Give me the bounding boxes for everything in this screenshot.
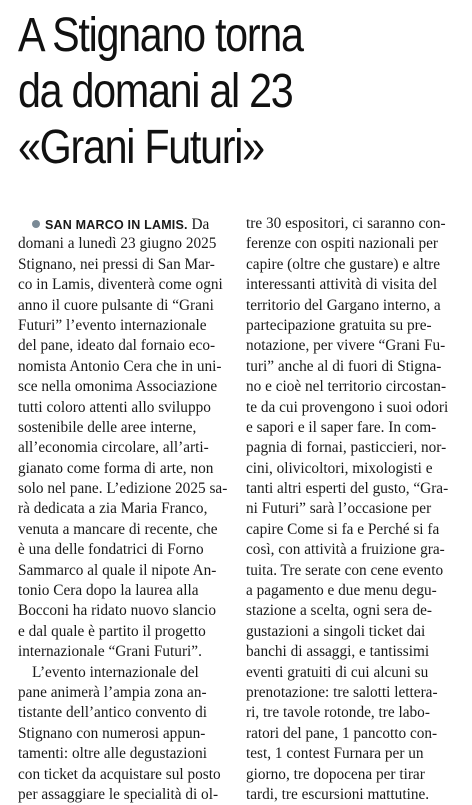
article-text-line: gianato come forma di arte, non	[18, 459, 214, 477]
article-text-line: tardi, tre escursioni mattutine.	[246, 785, 430, 803]
article-text-line: tre 30 espositori, ci saranno con-	[246, 215, 446, 232]
article-text-line: tuita. Tre serate con cene evento	[246, 561, 444, 579]
article-text-line: capire Come si fa e Perché si fa	[246, 520, 440, 538]
article-text-line: pane animerà l’ampia zona an-	[18, 683, 207, 701]
headline-line: A Stignano torna	[18, 9, 303, 62]
article-text-line: prenotazione: tre salotti lettera-	[246, 683, 438, 701]
headline-line: da domani al 23	[18, 65, 293, 118]
article-text-line: tonio Cera dopo la laurea alla	[18, 582, 199, 600]
article-text-line: e dal quale è partito il progetto	[18, 622, 206, 640]
article-text-line: co in Lamis, diventerà come ogni	[18, 276, 223, 294]
article-text-line: all’economia circolare, all’arti-	[18, 439, 209, 457]
article-text-line: Stignano con numerosi appun-	[18, 724, 206, 742]
article-text-line: tanti altri esperti del gusto, “Gra-	[246, 480, 449, 498]
headline	[18, 8, 460, 176]
article-text-line: e sapori e il saper fare. In com-	[246, 418, 437, 436]
article-text-line: L’evento internazionale del	[32, 663, 199, 681]
dateline-row	[18, 214, 228, 234]
article-text-line: per assaggiare le specialità di ol-	[18, 785, 219, 803]
article-text-line: gustazioni a singoli ticket dai	[246, 622, 426, 640]
article-text-line: rà dedicata a zia Maria Franco,	[18, 500, 208, 518]
article-text-line: stazione a scelta, ogni sera de-	[246, 602, 433, 620]
article-text-line: tamenti: oltre alle degustazioni	[18, 745, 208, 763]
article-text-line: no e cioè nel territorio circostan-	[246, 378, 447, 396]
article-text-line: solo nel pane. L’edizione 2025 sa-	[18, 480, 228, 498]
article-text-line: Bocconi ha ridato nuovo slancio	[18, 602, 216, 620]
article-text-line: banchi di assaggi, e tantissimi	[246, 643, 430, 661]
dateline: SAN MARCO IN LAMIS.	[45, 218, 188, 232]
article-text-line: internazionale “Grani Futuri”.	[18, 643, 202, 661]
article-text-line: notazione, per vivere “Grani Fu-	[246, 337, 446, 355]
article-text-line: tistante dell’antico convento di	[18, 704, 208, 722]
article-text-line: pagnia di fornai, pasticcieri, nor-	[246, 439, 447, 457]
article-text-line: con ticket da acquistare sul posto	[18, 765, 221, 783]
left-column	[18, 214, 228, 805]
article-text-line: anno il cuore pulsante di “Grani	[18, 296, 214, 314]
article-text-line: ri, tre tavole rotonde, tre labo-	[246, 704, 430, 722]
article-text-line: sostenibile delle aree interne,	[18, 418, 197, 436]
article-text-line: venuta a mancare di recente, che	[18, 520, 218, 538]
article-text-line: te da cui provengono i suoi odori	[246, 398, 449, 416]
article-text-line: turi” anche al di fuori di Stigna-	[246, 357, 442, 375]
right-column	[246, 214, 456, 805]
article-text-line: tutti coloro attenti allo sviluppo	[18, 398, 211, 416]
article-text-line: a pagamento e due menu degu-	[246, 582, 437, 600]
article-text-line: ferenze con ospiti nazionali per	[246, 235, 438, 253]
article-text-line: cini, olivicoltori, mixologisti e	[246, 459, 433, 477]
article-text-line: è una delle fondatrici di Forno	[18, 541, 204, 559]
article-text-line: domani a lunedì 23 giugno 2025	[18, 235, 217, 253]
article-text-line: nomista Antonio Cera che in uni-	[18, 357, 222, 375]
article-text-line: eventi gratuiti di cui alcuni su	[246, 663, 429, 681]
article-text-line: Futuri” l’evento internazionale	[18, 316, 207, 334]
article-text-line: Sammarco al quale il nipote An-	[18, 561, 217, 579]
article-text-line: capire (oltre che gustare) e altre	[246, 255, 441, 273]
headline-line: «Grani Futuri»	[18, 121, 264, 174]
article-text-line: interessanti attività di visita del	[246, 276, 438, 294]
bullet-icon	[32, 220, 40, 228]
article-text-line: test, 1 contest Furnara per un	[246, 745, 424, 763]
article-text-line: giorno, tre dopocena per tirar	[246, 765, 425, 783]
article-text: Da	[187, 216, 210, 233]
article-text-line: Stignano, nei pressi di San Mar-	[18, 255, 215, 273]
article-text-line: ni Futuri” sarà l’occasione per	[246, 500, 432, 518]
article-text-line: territorio del Gargano interno, a	[246, 296, 441, 314]
article-text-line: ratori del pane, 1 pancotto con-	[246, 724, 438, 742]
article-text-line: partecipazione gratuita su pre-	[246, 316, 432, 334]
article-text-line: sce nella omonima Associazione	[18, 378, 218, 396]
article-text-line: del pane, ideato dal fornaio eco-	[18, 337, 216, 355]
article-text-line: così, con attività a fruizione gra-	[246, 541, 445, 559]
